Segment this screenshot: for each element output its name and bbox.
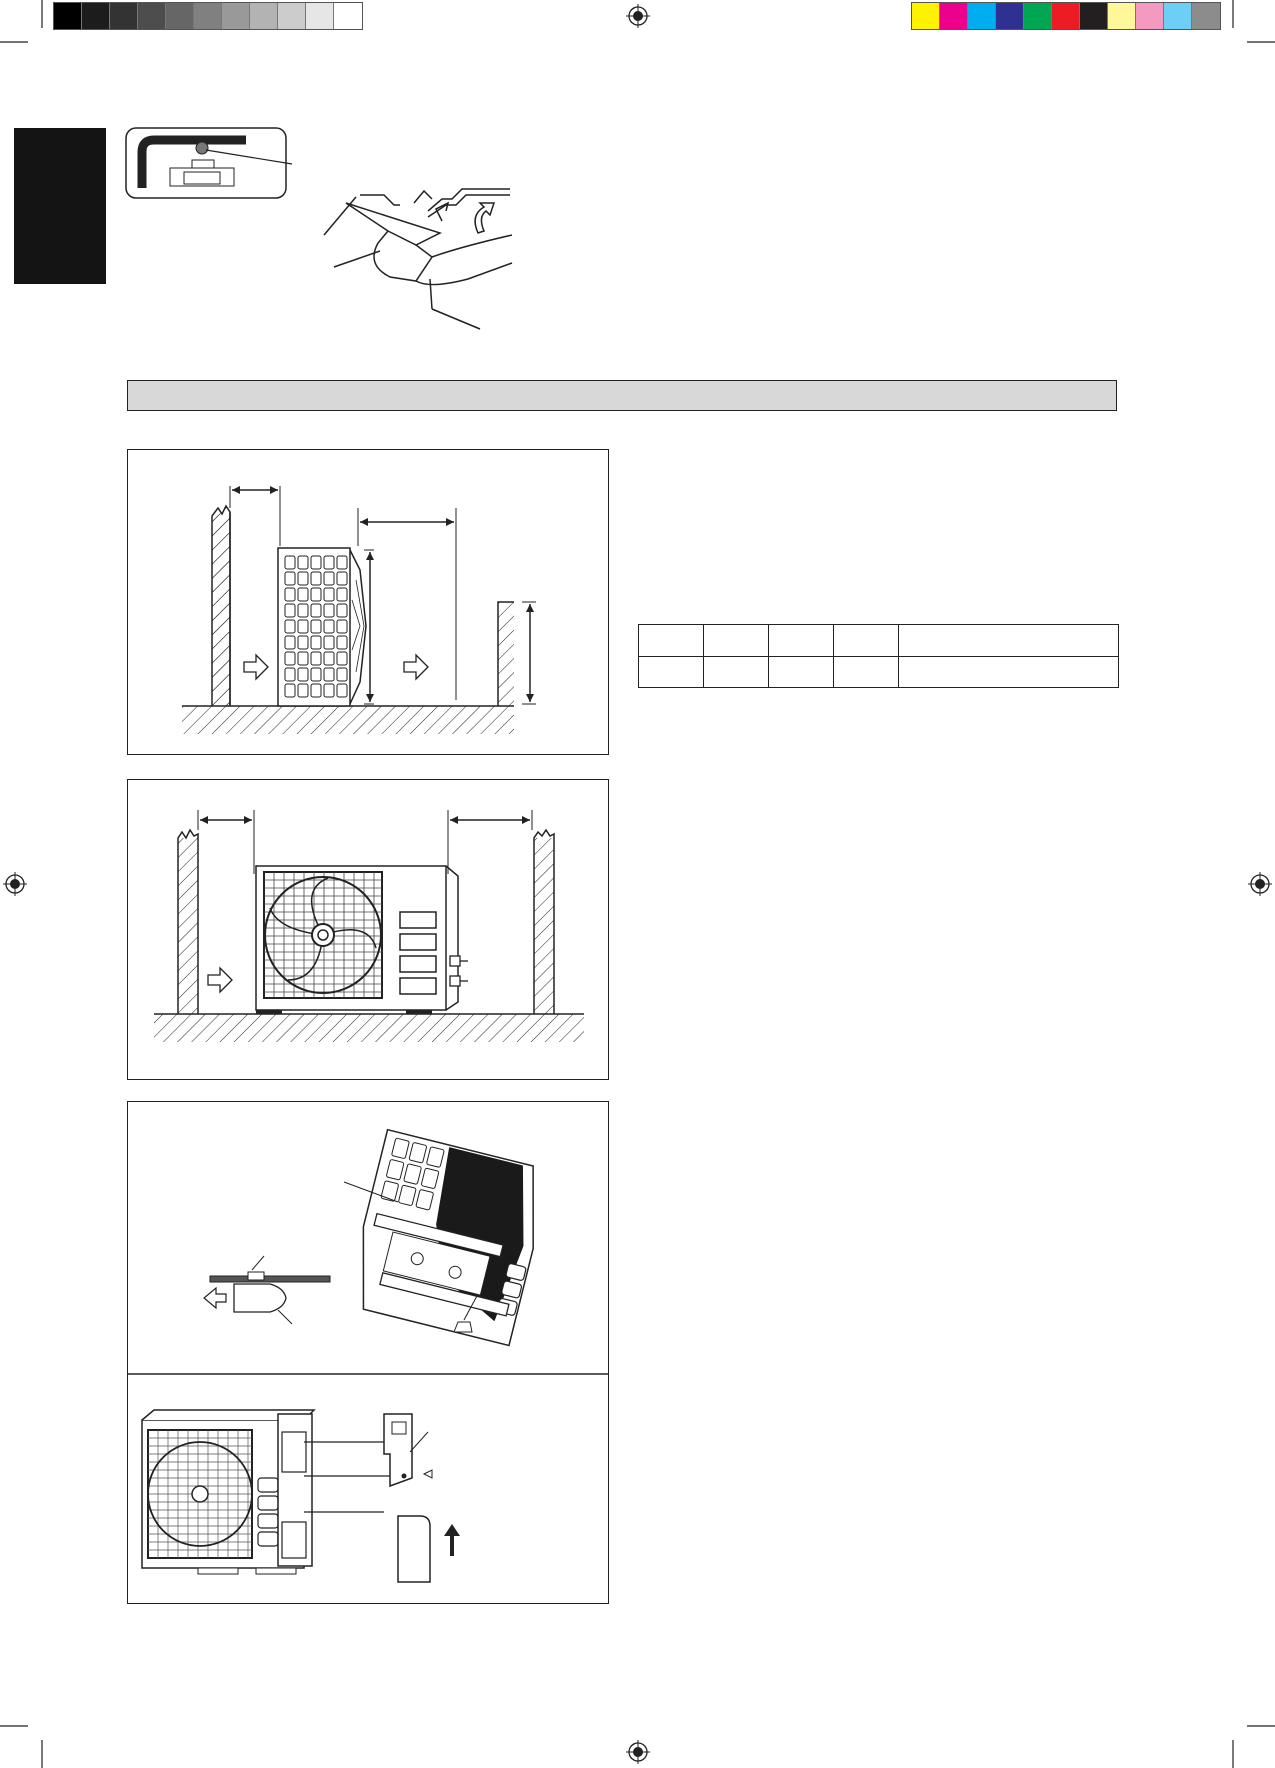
table-row (639, 625, 1119, 657)
side-tab (14, 128, 106, 284)
airflow-arrow-icon (404, 655, 428, 679)
table-cell (769, 625, 834, 657)
registration-mark-icon (1248, 872, 1272, 896)
registration-mark-icon (626, 4, 650, 28)
registration-mark-icon (626, 1740, 650, 1764)
airflow-arrow-icon (244, 655, 268, 679)
table-cell (639, 625, 704, 657)
airflow-arrow-icon (208, 968, 232, 992)
table-cell (834, 625, 899, 657)
clearance-front-view-diagram (128, 780, 608, 1079)
airflow-arrow-icon (204, 1288, 226, 1308)
table-cell (899, 625, 1119, 657)
pipe-connection-illustration (320, 185, 520, 345)
table-cell (834, 656, 899, 688)
section-banner (127, 380, 1117, 411)
drain-installation-diagram (128, 1102, 608, 1603)
up-arrow-icon (444, 1524, 460, 1556)
clearance-front-view-box (127, 779, 609, 1080)
clearance-side-view-diagram (128, 450, 608, 754)
spec-table (638, 624, 1119, 688)
mount-detail-illustration (124, 126, 294, 202)
table-cell (704, 625, 769, 657)
table-cell (769, 656, 834, 688)
table-cell (704, 656, 769, 688)
table-row (639, 656, 1119, 688)
table-cell (639, 656, 704, 688)
drain-installation-box (127, 1101, 609, 1604)
table-cell (899, 656, 1119, 688)
registration-mark-icon (3, 872, 27, 896)
clearance-side-view-box (127, 449, 609, 755)
